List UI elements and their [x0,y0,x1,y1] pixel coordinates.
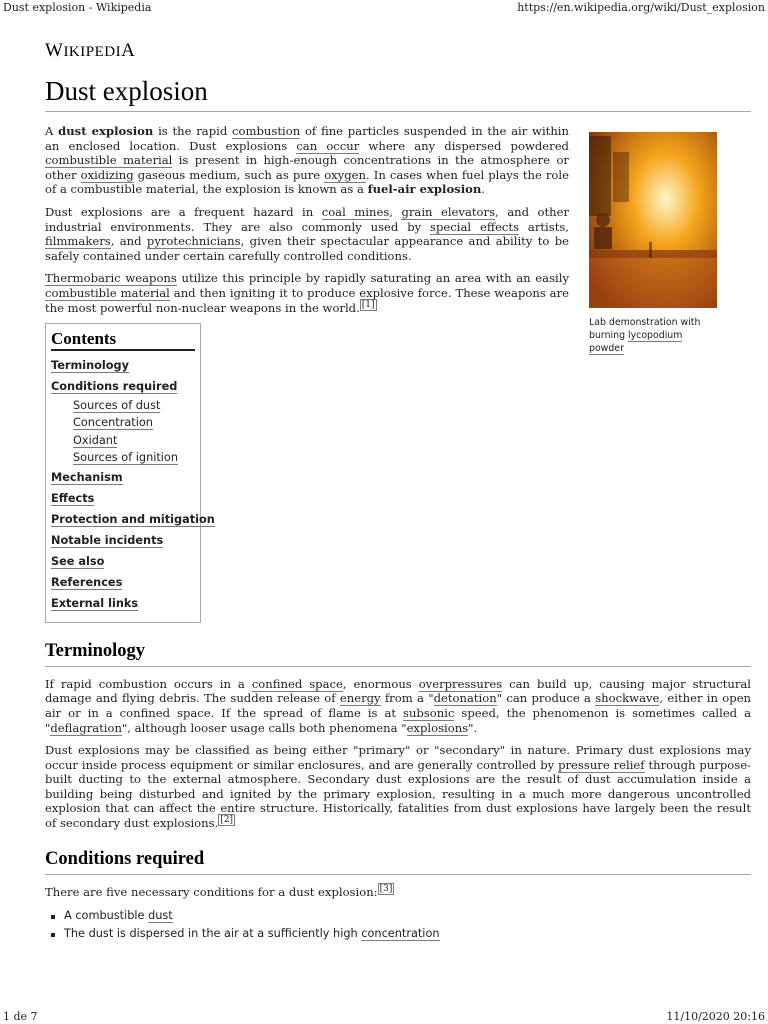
link-pressure-relief[interactable]: pressure relief [558,757,645,772]
link-energy[interactable]: energy [339,691,381,706]
link-oxidizing[interactable]: oxidizing [80,167,134,182]
image-bench [589,250,717,258]
toc-item-label: Terminology [51,358,129,372]
toc-list [51,355,215,614]
toc-item-label: Sources of dust [73,398,161,412]
intro-text [45,124,569,315]
link-grain-elevators[interactable]: grain elevators [401,204,496,219]
toc-item-mechanism[interactable] [51,467,195,488]
conditions-list-item: The dust is dispersed in the air at a sufficiently high concentration [64,925,751,943]
print-header [0,0,768,16]
terminology-paragraph-2: Dust explosions may be classified as being either "primary" or "secondary" in nature. Primary dust explosions may occur inside process equipment or similar enclosures, and are generally controlled by pressure relief through purpose-built ducting to the external atmosphere. Secondary dust explosions are the result of dust accumulation inside a building being disturbed and ignited by the primary explosion, resulting in a much more dangerous uncontrolled explosion that can affect the entire structure. Historically, fatalities from dust explosions have largely been the result of secondary dust explosions. [2] [45,743,751,831]
link-combustible-material[interactable]: combustible material [45,285,170,300]
toc-item-notable-incidents[interactable] [51,530,195,551]
link-confined-space[interactable]: confined space [251,676,343,691]
link-deflagration[interactable]: deflagration [50,720,122,735]
wikipedia-wordmark: WIKIPEDIA [45,40,136,61]
intro-paragraph-2: Dust explosions are a frequent hazard in coal mines, grain elevators, and other industrial environments. They are also commonly used by special effects artists, filmmakers, and pyrotechnicians, given their spectacular appearance and ability to be safely contained under certain carefully controlled conditions. [45,204,569,263]
page-title: Dust explosion [45,74,751,112]
image-caption: Lab demonstration with burning lycopodium powder [589,316,701,354]
citation-1[interactable]: [1] [361,299,375,310]
toc-item-label: Oxidant [73,433,118,447]
bold-term: dust explosion [58,124,154,138]
print-footer [0,1008,768,1024]
toc-item-oxidant[interactable] [51,432,195,450]
conditions-paragraph-1: There are five necessary conditions for a dust explosion: [3] [45,883,393,899]
toc-item-external-links[interactable] [51,593,195,614]
link-filmmakers[interactable]: filmmakers [45,234,111,249]
toc-item-terminology[interactable] [51,355,195,376]
toc-item-label: Effects [51,491,95,505]
link-lycopodium-powder[interactable]: lycopodium powder [589,329,683,354]
lab-demonstration-image[interactable] [589,132,717,308]
link-shockwave[interactable]: shockwave [595,691,660,706]
toc-item-effects[interactable] [51,488,195,509]
print-header-url: https://en.wikipedia.org/wiki/Dust_explosion [517,1,765,14]
link-special-effects[interactable]: special effects [430,219,520,234]
image-floor [589,258,717,308]
toc-item-label: External links [51,596,139,610]
bold-term: fuel-air explosion [367,182,482,197]
link-can-occur[interactable]: can occur [296,138,360,153]
link-combustion[interactable]: combustion [232,124,301,138]
section-heading-terminology: Terminology [45,639,751,667]
link-concentration[interactable]: concentration [361,927,440,941]
toc-item-protection-and-mitigation[interactable] [51,509,215,530]
image-blackboard [589,136,611,216]
toc-item-concentration[interactable] [51,414,195,432]
print-footer-datetime: 11/10/2020 20:16 [666,1010,765,1023]
link-overpressures[interactable]: overpressures [418,676,503,691]
link-detonation[interactable]: detonation [433,691,497,706]
toc-item-label: References [51,575,123,589]
link-coal-mines[interactable]: coal mines [321,204,390,219]
toc-item-label: Mechanism [51,470,123,484]
toc-item-label: See also [51,554,105,568]
conditions-list [45,907,751,943]
toc-item-label: Protection and mitigation [51,512,215,526]
article-page [45,40,751,943]
toc-item-references[interactable] [51,572,195,593]
table-of-contents [45,323,215,623]
link-thermobaric-weapons[interactable]: Thermobaric weapons [45,271,177,286]
intro-paragraph-3: Thermobaric weapons utilize this principle by rapidly saturating an area with an easily combustible material and then igniting it to produce explosive force. These weapons are the most powerful non-nuclear weapons in the world. [1] [45,271,569,315]
link-pyrotechnicians[interactable]: pyrotechnicians [146,234,241,249]
toc-title: Contents [51,332,195,351]
print-header-title: Dust explosion - Wikipedia [3,1,152,14]
image-blackboard-2 [613,152,629,202]
toc-item-label: Conditions required [51,379,178,393]
toc-item-conditions-required[interactable] [51,376,195,397]
link-explosions[interactable]: explosions [406,720,469,735]
citation-2[interactable]: [2] [220,815,233,826]
intro-paragraph-1: A dust explosion is the rapid combustion of fine particles suspended in the air within an enclosed location. Dust explosions can occur where any dispersed powdered combustible material is present in high-enough concentrations in the atmosphere or other oxidizing gaseous medium, such as pure oxygen. In cases when fuel plays the role of a combustible material, the explosion is known as a fuel-air explosion. [45,124,569,197]
link-subsonic[interactable]: subsonic [403,705,455,720]
link-combustible-material[interactable]: combustible material [45,153,173,168]
section-heading-conditions-required: Conditions required [45,847,751,875]
image-person-body [594,227,612,249]
image-person-head [596,213,610,227]
article-content [45,124,751,943]
image-apparatus [649,242,652,258]
wikipedia-logo[interactable] [45,40,751,68]
toc-item-label: Sources of ignition [73,451,179,465]
toc-item-sources-of-ignition[interactable] [51,449,195,467]
link-dust[interactable]: dust [148,909,173,923]
link-oxygen[interactable]: oxygen [324,167,367,182]
toc-item-see-also[interactable] [51,551,195,572]
citation-3[interactable]: [3] [379,883,393,894]
lead-image-thumbnail [589,132,719,355]
print-footer-page: 1 de 7 [3,1010,38,1023]
terminology-paragraph-1: If rapid combustion occurs in a confined space, enormous overpressures can build up, causing major structural damage and flying debris. The sudden release of energy from a "detonation" can produce a shockwave, either in open air or in a confined space. If the spread of flame is at subsonic speed, the phenomenon is sometimes called a "deflagration", although looser usage calls both phenomena "explosions". [45,676,752,735]
conditions-list-item: A combustible dust [64,907,751,925]
toc-item-label: Notable incidents [51,533,164,547]
toc-item-label: Concentration [73,416,153,430]
toc-item-sources-of-dust[interactable] [51,397,195,415]
